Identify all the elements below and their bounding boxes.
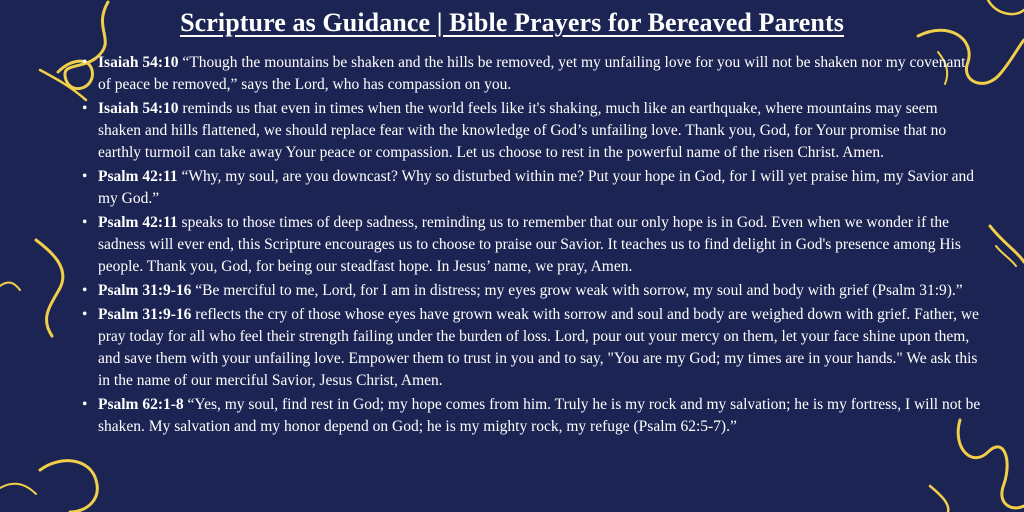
scripture-text: “Though the mountains be shaken and the hills be removed, yet my unfailing love for you will not be shaken nor my covenant of peace be removed,” says the Lord, who has compassion on you. xyxy=(98,54,966,93)
scripture-reference: Isaiah 54:10 xyxy=(98,54,179,71)
scripture-text: “Be merciful to me, Lord, for I am in distress; my eyes grow weak with sorrow, my soul and body with grief (Psalm 31:9).” xyxy=(191,282,963,299)
scripture-text: speaks to those times of deep sadness, reminding us to remember that our only hope is in God. Even when we wonder if the sadness will ever end, this Scripture encourages us to choose to praise our Savior. It teaches us to find delight in God's presence among His people. Thank you, God, for being our steadfast hope. In Jesus’ name, we pray, Amen. xyxy=(98,214,961,275)
list-item xyxy=(82,280,982,302)
ribbon-top-left-tail xyxy=(40,70,86,100)
bullet: • xyxy=(82,282,88,299)
ribbon-left-lower-small xyxy=(0,283,20,290)
list-item xyxy=(82,394,982,438)
bullet: • xyxy=(82,54,88,71)
scripture-reference: Psalm 42:11 xyxy=(98,168,178,185)
list-item xyxy=(82,166,982,210)
scripture-reference: Isaiah 54:10 xyxy=(98,100,179,117)
ribbon-bottom-left xyxy=(40,461,97,512)
scripture-reference: Psalm 42:11 xyxy=(98,214,178,231)
scripture-reference: Psalm 31:9-16 xyxy=(98,306,192,323)
list-item xyxy=(82,212,982,278)
ribbon-bottom-right-small xyxy=(930,486,948,512)
scripture-text: reflects the cry of those whose eyes have grown weak with sorrow and soul and body are weighed down with grief. Father, we pray today for all who feel their strength failing under the burden of loss. Lord, pour out your mercy on them, let your face shine upon them, and save them with your unfailing love. Empower them to trust in you and to say, "You are my God; my times are in your hands." We ask this in the name of our merciful Savior, Jesus Christ, Amen. xyxy=(98,306,979,389)
scripture-reference: Psalm 62:1-8 xyxy=(98,396,184,413)
list-item xyxy=(82,52,982,96)
bullet: • xyxy=(82,396,88,413)
scripture-list xyxy=(82,52,982,440)
list-item xyxy=(82,98,982,164)
scripture-reference: Psalm 31:9-16 xyxy=(98,282,192,299)
bullet: • xyxy=(82,100,88,117)
ribbon-bottom-left-tail xyxy=(0,484,36,494)
scripture-text: “Why, my soul, are you downcast? Why so disturbed within me? Put your hope in God, for I will yet praise him, my Savior and my God.” xyxy=(98,168,975,207)
bullet: • xyxy=(82,168,88,185)
ribbon-right-middle xyxy=(990,226,1024,262)
bullet: • xyxy=(82,214,88,231)
list-item xyxy=(82,304,982,392)
scripture-text: reminds us that even in times when the world feels like it's shaking, much like an earthquake, where mountains may seem shaken and hills flattened, we should replace fear with the knowledge of God’s unfailing love. Thank you, God, for Your promise that no earthly turmoil can take away Your peace or compassion. Let us choose to rest in the powerful name of the risen Christ. Amen. xyxy=(98,100,947,161)
page-title: Scripture as Guidance | Bible Prayers for Bereaved Parents xyxy=(180,8,844,37)
bullet: • xyxy=(82,306,88,323)
ribbon-left-middle xyxy=(36,240,63,336)
ribbon-right-middle-small xyxy=(996,246,1016,266)
scripture-text: “Yes, my soul, find rest in God; my hope comes from him. Truly he is my rock and my salvation; he is my fortress, I will not be shaken. My salvation and my honor depend on God; he is my mighty rock, my refuge (Psalm 62:5-7).” xyxy=(98,396,981,435)
